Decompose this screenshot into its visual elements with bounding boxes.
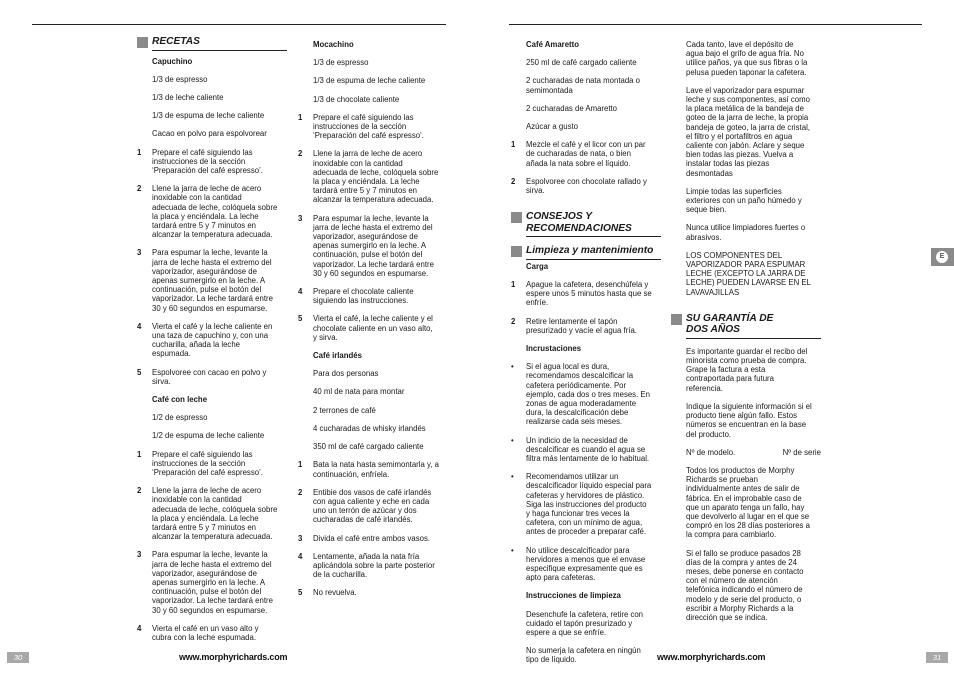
website-left: www.morphyrichards.com [179, 652, 288, 662]
mocachino-step-5: 5 Vierta el café, la leche caliente y el chocolate caliente en un vaso alto, y sirva. [298, 314, 433, 342]
irlandes-step-5: 5 No revuelva. [298, 588, 357, 598]
mocachino-step-1: 1 Prepare el café siguiendo las instrucciones de la sección ‘Preparación del café espresso’. [298, 112, 424, 141]
column-1 [137, 36, 287, 651]
incrustaciones-bullet: • Recomendamos utilizar un descalcificador líquido especial para cafeteras y hervidores de plástico. Siga las instrucciones del producto y haga funcionar tres veces la cafetera, con un mínimo de agua, antes de proceder a preparar café. [511, 472, 652, 537]
heading-square-icon [511, 246, 522, 257]
irlandes-step-4: 4 Lentamente, añada la nata fría aplicándola sobre la parte posterior de la cucharilla. [298, 551, 435, 580]
carga-step-2: 2 Retire lentamente el tapón presurizado y vacíe el agua fría. [511, 316, 637, 335]
mocachino-step-4: 4 Prepare el chocolate caliente siguiendo las instrucciones. [298, 287, 414, 306]
cafe-leche-step-2: 2 Llene la jarra de leche de acero inoxidable con la cantidad adecuada de leche, colóquela sobre la placa y enciéndala. La leche tardará entre 5 y 7 minutos en alcanzar la temperatura adecuada. [137, 486, 278, 542]
cafe-leche-recipe: Café con leche 1/2 de espresso 1/2 de espuma de leche caliente [152, 394, 265, 441]
incrustaciones-bullet: • Un indicio de la necesidad de descalcificar es cuando el agua se filtra más lentamente de lo habitual. [511, 435, 650, 463]
cafe-leche-step-4: 4 Vierta el café en un vaso alto y cubra con la leche espumada. [137, 623, 259, 643]
capuchino-recipe: Capuchino 1/3 de espresso 1/3 de leche caliente 1/3 de espuma de leche caliente Cacao en polvo para espolvorear [152, 56, 267, 139]
column-3 [511, 40, 661, 674]
column-2 [298, 40, 448, 607]
garantia-text: Es importante guardar el recibo del minorista como prueba de compra. Grape la factura a esta contraportada para futura referencia. Indique la siguiente información si el producto tiene algún fallo. Estos números se encuentran en la base del producto. Nº de modelo. Nº de serie Todos los productos de Morphy Richards se prueban individualmente antes de salir de fábrica. En el improbable caso de que un aparato tenga un fallo, hay que devolverlo al lugar en el que se compró en los 28 días posteriores a la compra para cambiarlo. Si el fallo se produce pasados 28 días de la compra y antes de 24 meses, debe ponerse en contacto con el número de atención telefónica indicando el número de modelo y de serie del producto, o escribir a Morphy Richards a la dirección que se indica. [686, 346, 821, 622]
irlandes-recipe: Café irlandés Para dos personas 40 ml de nata para montar 2 terrones de café 4 cucharadas de whisky irlandés 350 ml de café cargado caliente [313, 351, 426, 452]
dishwasher-warning: LOS COMPONENTES DEL VAPORIZADOR PARA ESPUMAR LECHE (EXCEPTO LA JARRA DE LECHE) PUEDEN LAVARSE EN EL LAVAVAJILLAS [686, 250, 811, 297]
mocachino-step-2: 2 Llene la jarra de leche de acero inoxidable con la cantidad adecuada de leche, colóquela sobre la placa y enciéndala. La leche tardará entre 5 y 7 minutos en alcanzar la temperatura adecuada. [298, 149, 439, 205]
capuchino-step-3: 3 Para espumar la leche, levante la jarra de leche hasta el extremo del vaporizador, asegurándose de apenas sumergirlo en la leche. A continuación, pulse el botón del vaporizador. La leche tardará entre 30 y 60 segundos en espumarse. [137, 248, 273, 313]
irlandes-step-2: 2 Entibie dos vasos de café irlandés con agua caliente y eche en cada uno un terrón de azúcar y dos cucharadas de café irlandés. [298, 487, 432, 525]
cafe-leche-step-3: 3 Para espumar la leche, levante la jarra de leche hasta el extremo del vaporizador, asegurándose de apenas sumergirlo en la leche. A continuación, pulse el botón del vaporizador. La leche tardará entre 30 y 60 segundos en espumarse. [137, 550, 273, 615]
incrustaciones-title: Incrustaciones [526, 343, 582, 353]
incrustaciones-bullet: • No utilice descalcificador para hervidores a menos que el envase especifique expresamente que es apto para cafeteras. [511, 545, 646, 583]
garantia-heading: SU GARANTÍA DE DOS AÑOS [671, 313, 821, 339]
carga-step-1: 1 Apague la cafetera, desenchúfela y espere unos 5 minutos hasta que se enfríe. [511, 279, 652, 308]
carga-title: Carga [526, 261, 549, 271]
limpieza-paras: Cada tanto, lave el depósito de agua bajo el grifo de agua fría. No utilice paños, ya que sus fibras o la pelusa pueden taponar la cafetera. Lave el vaporizador para espumar leche y sus componentes, así como la placa metálica de la bandeja de goteo de la jarra de leche, la propia bandeja de goteo, la jarra de cristal, el filtro y el portafiltros en agua caliente con jabón. Aclare y seque bien todas las piezas. Vuelva a instalar todas las piezas desmontadas Limpie todas las superficies exteriores con un paño húmedo y seque bien. Nunca utilice limpiadores fuertes o abrasivos. LOS COMPONENTES DEL VAPORIZADOR PARA ESPUMAR LECHE (EXCEPTO LA JARRA DE LECHE) PUEDEN LAVARSE EN EL LAVAVAJILLAS [671, 40, 821, 297]
instrucciones-limpieza: Instrucciones de limpieza Desenchufe la cafetera, retire con cuidado el tapón presurizado y espere a que se enfríe. No sumerja la cafetera en ningún tipo de líquido. [526, 591, 644, 665]
irlandes-step-3: 3 Divida el café entre ambos vasos. [298, 533, 431, 543]
website-right: www.morphyrichards.com [657, 652, 766, 662]
incrustaciones-bullet: • Si el agua local es dura, recomendamos descalcificar la cafetera periódicamente. Por ejemplo, cada dos o tres meses. En zonas de agua moderadamente dura, la descalcificación debe realizarse cada seis meses. [511, 362, 650, 427]
mocachino-step-3: 3 Para espumar la leche, levante la jarra de leche hasta el extremo del vaporizador, asegurándose de apenas sumergirlo en la leche. A continuación, pulse el botón del vaporizador. La leche tardará entre 30 y 60 segundos en espumarse. [298, 213, 434, 278]
language-badge: E [936, 251, 948, 263]
amaretto-step-2: 2 Espolvoree con chocolate rallado y sirva. [511, 176, 647, 196]
page-number-right: 31 [926, 652, 948, 663]
capuchino-step-1: 1 Prepare el café siguiendo las instrucciones de la sección ‘Preparación del café espresso’. [137, 147, 263, 175]
capuchino-step-2: 2 Llene la jarra de leche de acero inoxidable con la cantidad adecuada de leche, colóquela sobre la placa y enciéndala. La leche tardará entre 5 y 7 minutos en alcanzar la temperatura adecuada. [137, 184, 278, 240]
mocachino-recipe: Mocachino 1/3 de espresso 1/3 de espuma de leche caliente 1/3 de chocolate caliente [313, 40, 426, 104]
heading-square-icon [137, 37, 148, 48]
heading-square-icon [671, 314, 682, 325]
irlandes-step-1: 1 Bata la nata hasta semimontarla y, a continuación, enfríela. [298, 460, 439, 479]
consejos-heading: CONSEJOS Y RECOMENDACIONES [511, 211, 661, 237]
cafe-leche-step-1: 1 Prepare el café siguiendo las instrucciones de la sección ‘Preparación del café espresso’. [137, 449, 263, 477]
limpieza-heading: Limpieza y mantenimiento [511, 245, 661, 260]
recetas-heading: RECETAS [137, 36, 287, 51]
top-rule-left [32, 24, 446, 25]
capuchino-step-5: 5 Espolvoree con cacao en polvo y sirva. [137, 367, 267, 386]
model-serie-row: Nº de modelo. Nº de serie [686, 447, 821, 457]
amaretto-recipe: Café Amaretto 250 ml de café cargado caliente 2 cucharadas de nata montada o semimontada 2 cucharadas de Amaretto Azúcar a gusto [526, 40, 641, 132]
capuchino-step-4: 4 Vierta el café y la leche caliente en una taza de capuchino y, con una cucharilla, añada la leche espumada. [137, 321, 273, 359]
amaretto-step-1: 1 Mezcle el café y el licor con un par de cucharadas de nata, o bien añada la nata sobre el líquido. [511, 140, 646, 168]
heading-square-icon [511, 212, 522, 223]
column-4 [671, 40, 821, 631]
top-rule-right [509, 24, 922, 25]
page-number-left: 30 [7, 652, 29, 663]
language-tab [931, 248, 954, 266]
footer-bar-left [30, 652, 176, 663]
